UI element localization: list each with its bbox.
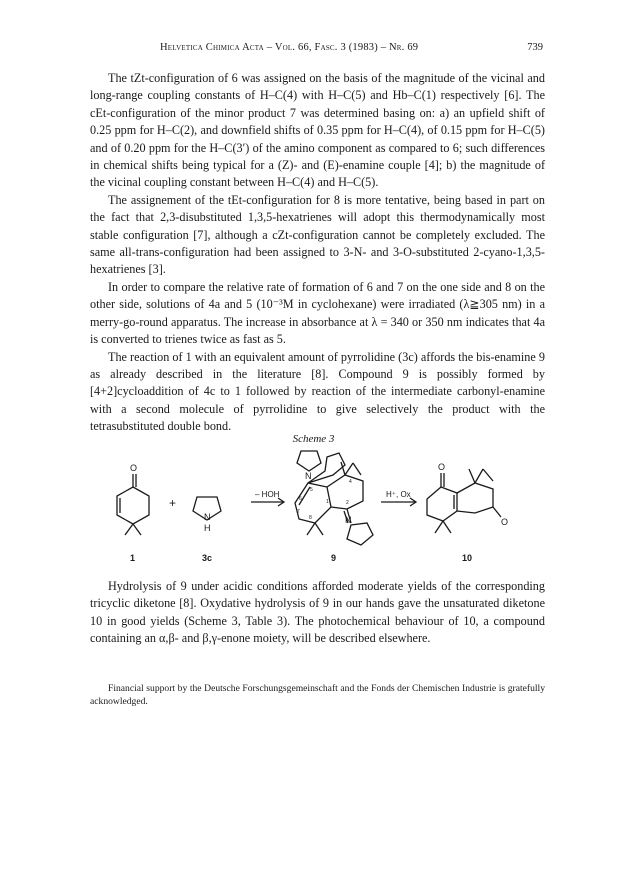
body-text-lower: [90, 578, 545, 648]
position-2: 2: [346, 500, 349, 506]
arrow-1-label: – HOH: [255, 490, 280, 499]
position-8: 8: [309, 515, 312, 521]
paragraph-hydrolysis: Hydrolysis of 9 under acidic conditions afforded moderate yields of the corresponding tricyclic diketone [8]. Oxydative hydrolysis of 9 in our hands gave the unsaturated diketone 10 in good yields (Scheme 3, Table 3). The photochemical behaviour of 10, a compound containing an α,β- and β,γ-enone moiety, will be described elsewhere.: [90, 579, 545, 646]
compound-9-structure: [295, 453, 373, 545]
atom-oxygen-1: O: [130, 463, 138, 473]
atom-nitrogen-9a: N: [305, 471, 312, 481]
running-header: [90, 42, 545, 58]
atom-oxygen-10b: O: [501, 517, 509, 527]
scheme-3-diagram: [105, 447, 545, 565]
paragraph-configuration-6-7: The tZt-configuration of 6 was assigned on the basis of the magnitude of the vicinal and long-range coupling constants of H–C(4) with H–C(5) and Hb–C(1) respectively [6]. The cEt-configuration of the minor product 7 was determined basing on: a) an upfield shift of 0.25 ppm for H–C(2), and downfield shifts of 0.35 ppm for H–C(4), of 0.15 ppm for H–C(5) and of 0.20 ppm for the H–C(3′) of the amino component as compared to 6; such differences in chemical shifts being typical for a (Z)- and (E)-enamine couple [4]; b) the magnitude of the vicinal coupling constant between H–C(4) and H–C(5).: [90, 71, 545, 190]
body-text-upper: [90, 70, 545, 436]
atom-hydrogen-3c: H: [204, 523, 211, 533]
compound-label-1: 1: [130, 553, 136, 563]
compound-10-structure: [427, 469, 501, 533]
acknowledgement-footnote: Financial support by the Deutsche Forschungsgemeinschaft and the Fonds der Chemischen Industrie is gratefully acknowledged.: [90, 683, 545, 708]
atom-nitrogen-3c: N: [204, 512, 211, 522]
position-6: 6: [299, 496, 302, 502]
position-4: 4: [349, 479, 352, 485]
page-number: 739: [527, 42, 543, 53]
journal-citation: Helvetica Chimica Acta – Vol. 66, Fasc. 3 (1983) – Nr. 69: [160, 42, 419, 53]
paragraph-irradiation-rates: In order to compare the relative rate of formation of 6 and 7 on the one side and 8 on the other side, solutions of 4a and 5 (10⁻³M in cyclohexane) were irradiated (λ≧305 nm) in a merry-go-round apparatus. The increase in absorbance at λ = 340 or 350 nm indicates that 4a is converted to trienes twice as fast as 5.: [90, 279, 545, 347]
plus-sign: +: [169, 496, 177, 510]
position-5: 5: [310, 487, 313, 493]
atom-oxygen-10a: O: [438, 462, 446, 472]
scheme-title: Scheme 3: [292, 433, 335, 445]
compound-label-10: 10: [462, 553, 473, 563]
paragraph-configuration-8: The assignement of the tEt-configuration for 8 is more tentative, being based in part on the fact that 2,3-disubstituted 1,3,5-hexatrienes will adopt this thermodynamically most stable configuration [7], although a cZt-configuration cannot be completely excluded. The same all-trans-configuration had been assigned to 3-N- and 3-O-substituted 2-cyano-1,3,5-hexatrienes [3].: [90, 192, 545, 277]
compound-1-structure: [117, 474, 149, 535]
paragraph-pyrrolidine-reaction: The reaction of 1 with an equivalent amount of pyrrolidine (3c) affords the bis-enamine 9 as already described in the literature [8]. Compound 9 is possibly formed by [4+2]cycloaddition of 4c to 1 followed by reaction of the intermediate carbonyl-enamine with a second molecule of pyrrolidine to give selectively the product with the tetrasubstituted double bond.: [90, 349, 545, 434]
atom-nitrogen-9b: N: [345, 515, 352, 525]
position-7: 7: [297, 509, 300, 515]
compound-label-9: 9: [331, 553, 337, 563]
arrow-2-label: H⁺, Ox: [386, 490, 411, 499]
position-1: 1: [326, 499, 329, 505]
compound-label-3c: 3c: [202, 553, 213, 563]
